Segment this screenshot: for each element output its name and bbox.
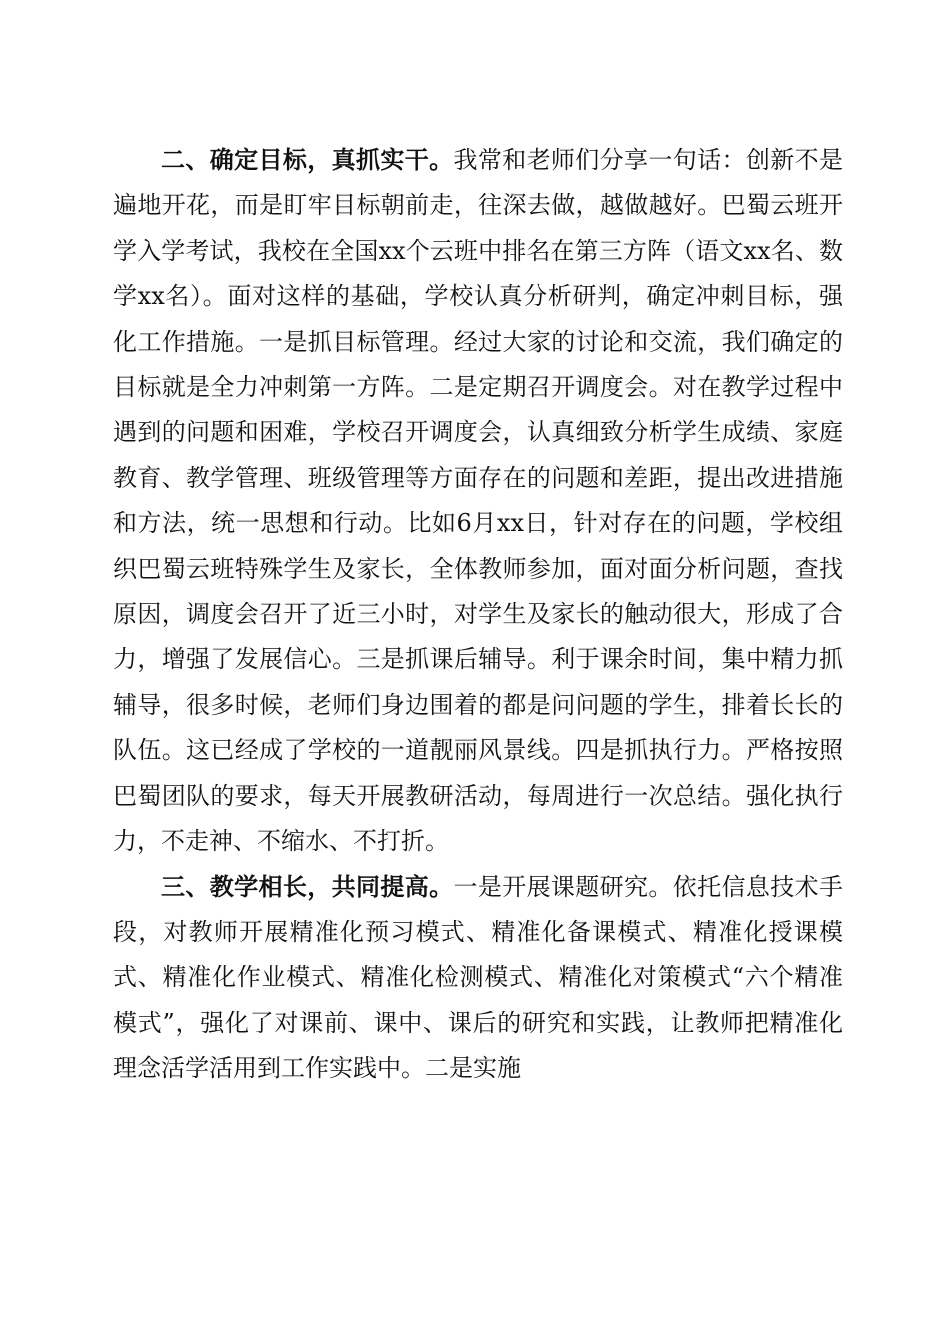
section-heading-goals: 二、确定目标，真抓实干。 [161,146,454,174]
document-body [113,138,843,1092]
paragraph-goals [113,138,843,865]
paragraph-teaching [113,865,843,1092]
section-heading-teaching: 三、教学相长，共同提高。 [161,872,454,901]
paragraph-goals-text: 我常和老师们分享一句话：创新不是遍地开花，而是盯牢目标朝前走，往深去做，越做越好。巴蜀云班开学入学考试，我校在全国xx个云班中排名在第三方阵（语文xx名、数学xx名）。面对这样的基础，学校认真分析研判，确定冲刺目标，强化工作措施。一是抓目标管理。经过大家的讨论和交流，我们确定的目标就是全力冲刺第一方阵。二是定期召开调度会。对在教学过程中遇到的问题和困难，学校召开调度会，认真细致分析学生成绩、家庭教育、教学管理、班级管理等方面存在的问题和差距，提出改进措施和方法，统一思想和行动。比如6月xx日，针对存在的问题，学校组织巴蜀云班特殊学生及家长，全体教师参加，面对面分析问题，查找原因，调度会召开了近三小时，对学生及家长的触动很大，形成了合力，增强了发展信心。三是抓课后辅导。利于课余时间，集中精力抓辅导，很多时候，老师们身边围着的都是问问题的学生，排着长长的队伍。这已经成了学校的一道靓丽风景线。四是抓执行力。严格按照巴蜀团队的要求，每天开展教研活动，每周进行一次总结。强化执行力，不走神、不缩水、不打折。 [113,146,844,856]
paragraph-teaching-text: 一是开展课题研究。依托信息技术手段，对教师开展精准化预习模式、精准化备课模式、精准化授课模式、精准化作业模式、精准化检测模式、精准化对策模式“六个精准模式”，强化了对课前、课中、课后的研究和实践，让教师把精准化理念活学活用到工作实践中。二是实施 [113,872,844,1083]
